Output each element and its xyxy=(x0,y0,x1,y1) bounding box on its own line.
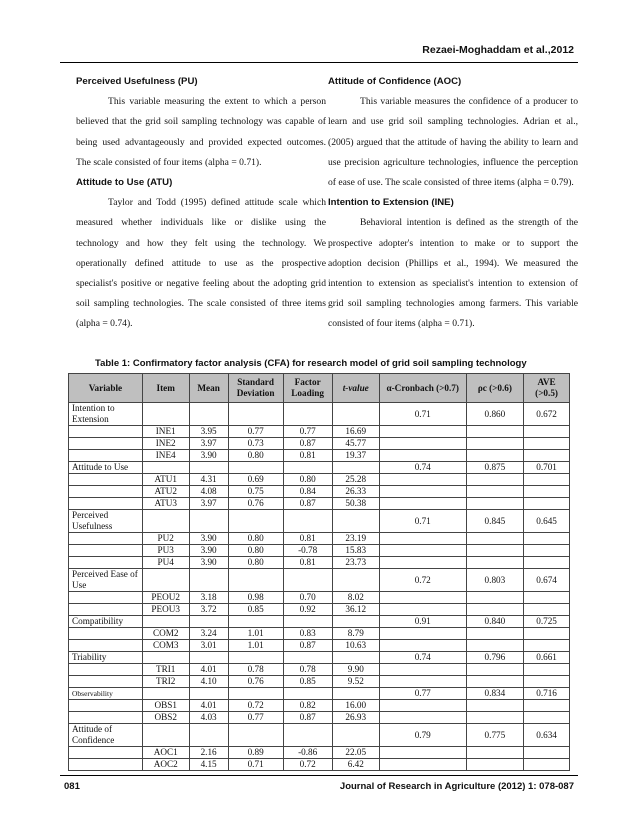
t-value: 19.37 xyxy=(332,450,379,462)
empty-cell xyxy=(379,604,466,616)
rho-value: 0.860 xyxy=(466,403,523,426)
empty-cell xyxy=(379,557,466,569)
empty-cell xyxy=(189,652,228,664)
col-header: Mean xyxy=(189,374,228,403)
item-code: OBS2 xyxy=(142,712,189,724)
sd-value: 0.78 xyxy=(228,664,283,676)
loading-value: 0.81 xyxy=(283,533,332,545)
table-row xyxy=(69,474,570,486)
loading-value: 0.85 xyxy=(283,676,332,688)
empty-cell xyxy=(379,700,466,712)
loading-value: 0.77 xyxy=(283,426,332,438)
variable-name: Intention to Extension xyxy=(69,403,143,426)
empty-cell xyxy=(332,724,379,747)
empty-cell xyxy=(189,510,228,533)
loading-value: -0.78 xyxy=(283,545,332,557)
sd-value: 0.76 xyxy=(228,676,283,688)
cfa-table xyxy=(68,373,570,771)
loading-value: -0.86 xyxy=(283,747,332,759)
loading-value: 0.87 xyxy=(283,640,332,652)
mean-value: 4.10 xyxy=(189,676,228,688)
loading-value: 0.70 xyxy=(283,592,332,604)
empty-cell xyxy=(466,486,523,498)
variable-name: Triability xyxy=(69,652,143,664)
alpha-value: 0.71 xyxy=(379,510,466,533)
empty-cell xyxy=(69,604,143,616)
mean-value: 4.01 xyxy=(189,664,228,676)
sd-value: 0.76 xyxy=(228,498,283,510)
alpha-value: 0.74 xyxy=(379,652,466,664)
empty-cell xyxy=(466,450,523,462)
empty-cell xyxy=(524,628,570,640)
sd-value: 0.89 xyxy=(228,747,283,759)
t-value: 26.33 xyxy=(332,486,379,498)
mean-value: 3.90 xyxy=(189,545,228,557)
loading-value: 0.81 xyxy=(283,557,332,569)
empty-cell xyxy=(524,545,570,557)
table-row xyxy=(69,759,570,771)
mean-value: 3.97 xyxy=(189,438,228,450)
sd-value: 0.80 xyxy=(228,557,283,569)
empty-cell xyxy=(524,676,570,688)
empty-cell xyxy=(332,652,379,664)
empty-cell xyxy=(379,712,466,724)
rho-value: 0.834 xyxy=(466,688,523,700)
empty-cell xyxy=(228,688,283,700)
alpha-value: 0.77 xyxy=(379,688,466,700)
item-code: AOC2 xyxy=(142,759,189,771)
empty-cell xyxy=(283,510,332,533)
empty-cell xyxy=(69,450,143,462)
table-row xyxy=(69,450,570,462)
empty-cell xyxy=(466,640,523,652)
item-code: TRI1 xyxy=(142,664,189,676)
empty-cell xyxy=(69,664,143,676)
table-row xyxy=(69,628,570,640)
sd-value: 0.71 xyxy=(228,759,283,771)
table-row xyxy=(69,592,570,604)
empty-cell xyxy=(228,616,283,628)
loading-value: 0.80 xyxy=(283,474,332,486)
empty-cell xyxy=(189,724,228,747)
empty-cell xyxy=(332,688,379,700)
table-row xyxy=(69,712,570,724)
table-row-variable xyxy=(69,724,570,747)
empty-cell xyxy=(69,747,143,759)
sd-value: 0.98 xyxy=(228,592,283,604)
ave-value: 0.725 xyxy=(524,616,570,628)
empty-cell xyxy=(466,438,523,450)
empty-cell xyxy=(189,616,228,628)
empty-cell xyxy=(332,510,379,533)
table-row-variable xyxy=(69,652,570,664)
empty-cell xyxy=(142,462,189,474)
item-code: OBS1 xyxy=(142,700,189,712)
mean-value: 4.08 xyxy=(189,486,228,498)
empty-cell xyxy=(142,724,189,747)
empty-cell xyxy=(283,724,332,747)
variable-name: Attitude to Use xyxy=(69,462,143,474)
variable-name: Perceived Ease of Use xyxy=(69,569,143,592)
empty-cell xyxy=(379,450,466,462)
table-row xyxy=(69,426,570,438)
section-heading: Attitude to Use (ATU) xyxy=(76,177,173,189)
empty-cell xyxy=(142,403,189,426)
empty-cell xyxy=(466,604,523,616)
t-value: 50.38 xyxy=(332,498,379,510)
empty-cell xyxy=(142,688,189,700)
t-value: 23.19 xyxy=(332,533,379,545)
empty-cell xyxy=(69,628,143,640)
t-value: 23.73 xyxy=(332,557,379,569)
table-row xyxy=(69,640,570,652)
t-value: 25.28 xyxy=(332,474,379,486)
empty-cell xyxy=(228,510,283,533)
empty-cell xyxy=(379,664,466,676)
empty-cell xyxy=(332,616,379,628)
section-heading: Perceived Usefulness (PU) xyxy=(76,76,198,87)
table-row xyxy=(69,498,570,510)
table-row xyxy=(69,747,570,759)
empty-cell xyxy=(524,700,570,712)
ave-value: 0.661 xyxy=(524,652,570,664)
item-code: ATU3 xyxy=(142,498,189,510)
rho-value: 0.875 xyxy=(466,462,523,474)
empty-cell xyxy=(466,747,523,759)
rho-value: 0.803 xyxy=(466,569,523,592)
empty-cell xyxy=(189,569,228,592)
empty-cell xyxy=(379,533,466,545)
ave-value: 0.672 xyxy=(524,403,570,426)
table-row xyxy=(69,664,570,676)
empty-cell xyxy=(524,759,570,771)
rho-value: 0.840 xyxy=(466,616,523,628)
mean-value: 4.31 xyxy=(189,474,228,486)
empty-cell xyxy=(466,676,523,688)
empty-cell xyxy=(69,438,143,450)
item-code: PEOU2 xyxy=(142,592,189,604)
mean-value: 3.90 xyxy=(189,557,228,569)
header-rule xyxy=(60,62,578,63)
empty-cell xyxy=(332,569,379,592)
item-code: ATU2 xyxy=(142,486,189,498)
empty-cell xyxy=(524,450,570,462)
section-paragraph: This variable measures the confidence of a producer to learn and use grid soil sampling technologies. Adrian et al., (2005) argued that the attitude of having the ability to learn and use precision agriculture technologies, influence the perception of ease of use. The scale consisted of three items (alpha = 0.79). xyxy=(328,96,578,189)
alpha-value: 0.74 xyxy=(379,462,466,474)
alpha-value: 0.79 xyxy=(379,724,466,747)
empty-cell xyxy=(379,759,466,771)
empty-cell xyxy=(524,747,570,759)
t-value: 8.79 xyxy=(332,628,379,640)
empty-cell xyxy=(283,403,332,426)
item-code: PU4 xyxy=(142,557,189,569)
empty-cell xyxy=(228,462,283,474)
table-row-variable xyxy=(69,688,570,700)
empty-cell xyxy=(524,592,570,604)
empty-cell xyxy=(69,759,143,771)
col-header: t-value xyxy=(332,374,379,403)
empty-cell xyxy=(379,474,466,486)
item-code: AOC1 xyxy=(142,747,189,759)
col-header: Factor Loading xyxy=(283,374,332,403)
empty-cell xyxy=(142,569,189,592)
journal-citation: Journal of Research in Agriculture (2012) 1: 078-087 xyxy=(339,781,574,792)
empty-cell xyxy=(283,616,332,628)
alpha-value: 0.72 xyxy=(379,569,466,592)
mean-value: 3.97 xyxy=(189,498,228,510)
t-value: 45.77 xyxy=(332,438,379,450)
mean-value: 3.72 xyxy=(189,604,228,616)
t-value: 9.90 xyxy=(332,664,379,676)
empty-cell xyxy=(466,592,523,604)
empty-cell xyxy=(69,712,143,724)
mean-value: 4.01 xyxy=(189,700,228,712)
empty-cell xyxy=(283,462,332,474)
empty-cell xyxy=(524,640,570,652)
rho-value: 0.775 xyxy=(466,724,523,747)
table-row xyxy=(69,604,570,616)
t-value: 26.93 xyxy=(332,712,379,724)
ave-value: 0.645 xyxy=(524,510,570,533)
empty-cell xyxy=(379,545,466,557)
rho-value: 0.796 xyxy=(466,652,523,664)
empty-cell xyxy=(466,664,523,676)
rho-value: 0.845 xyxy=(466,510,523,533)
empty-cell xyxy=(228,569,283,592)
empty-cell xyxy=(466,557,523,569)
left-column xyxy=(76,72,326,335)
ave-value: 0.674 xyxy=(524,569,570,592)
empty-cell xyxy=(379,426,466,438)
empty-cell xyxy=(466,628,523,640)
sd-value: 0.77 xyxy=(228,712,283,724)
table-row xyxy=(69,545,570,557)
empty-cell xyxy=(69,498,143,510)
empty-cell xyxy=(283,652,332,664)
mean-value: 2.16 xyxy=(189,747,228,759)
table-row xyxy=(69,438,570,450)
table-row xyxy=(69,700,570,712)
empty-cell xyxy=(69,474,143,486)
empty-cell xyxy=(283,688,332,700)
empty-cell xyxy=(69,545,143,557)
empty-cell xyxy=(69,676,143,688)
table-header xyxy=(69,374,570,403)
empty-cell xyxy=(466,533,523,545)
sd-value: 0.80 xyxy=(228,450,283,462)
col-header: Item xyxy=(142,374,189,403)
empty-cell xyxy=(142,652,189,664)
empty-cell xyxy=(524,557,570,569)
table-row xyxy=(69,533,570,545)
item-code: ATU1 xyxy=(142,474,189,486)
table-row-variable xyxy=(69,510,570,533)
table-row-variable xyxy=(69,569,570,592)
ave-value: 0.701 xyxy=(524,462,570,474)
t-value: 15.83 xyxy=(332,545,379,557)
loading-value: 0.83 xyxy=(283,628,332,640)
empty-cell xyxy=(332,462,379,474)
empty-cell xyxy=(142,616,189,628)
page-number: 081 xyxy=(64,781,80,792)
col-header: ρc (>0.6) xyxy=(466,374,523,403)
item-code: INE2 xyxy=(142,438,189,450)
t-value: 6.42 xyxy=(332,759,379,771)
loading-value: 0.81 xyxy=(283,450,332,462)
empty-cell xyxy=(466,712,523,724)
item-code: COM3 xyxy=(142,640,189,652)
mean-value: 3.01 xyxy=(189,640,228,652)
empty-cell xyxy=(524,486,570,498)
item-code: INE4 xyxy=(142,450,189,462)
empty-cell xyxy=(524,498,570,510)
mean-value: 4.15 xyxy=(189,759,228,771)
table-row-variable xyxy=(69,462,570,474)
alpha-value: 0.91 xyxy=(379,616,466,628)
loading-value: 0.87 xyxy=(283,712,332,724)
empty-cell xyxy=(524,474,570,486)
empty-cell xyxy=(69,486,143,498)
section-paragraph: Taylor and Todd (1995) defined attitude scale which measured whether individuals like or dislike using the technology and how they felt using the technology. We operationally defined attitude to use as the prospective specialist's positive or negative feeling about the adopting grid soil sampling technologies. The scale consisted of three items (alpha = 0.74). xyxy=(76,197,326,330)
empty-cell xyxy=(379,438,466,450)
t-value: 22.05 xyxy=(332,747,379,759)
loading-value: 0.78 xyxy=(283,664,332,676)
item-code: PU2 xyxy=(142,533,189,545)
t-value: 16.00 xyxy=(332,700,379,712)
table-row-variable xyxy=(69,616,570,628)
variable-name: Perceived Usefulness xyxy=(69,510,143,533)
variable-name: Attitude of Confidence xyxy=(69,724,143,747)
empty-cell xyxy=(524,533,570,545)
loading-value: 0.92 xyxy=(283,604,332,616)
loading-value: 0.72 xyxy=(283,759,332,771)
item-code: COM2 xyxy=(142,628,189,640)
empty-cell xyxy=(228,403,283,426)
empty-cell xyxy=(142,510,189,533)
sd-value: 0.69 xyxy=(228,474,283,486)
col-header: α-Cronbach (>0.7) xyxy=(379,374,466,403)
t-value: 8.02 xyxy=(332,592,379,604)
empty-cell xyxy=(379,486,466,498)
empty-cell xyxy=(466,498,523,510)
empty-cell xyxy=(466,474,523,486)
empty-cell xyxy=(189,688,228,700)
mean-value: 4.03 xyxy=(189,712,228,724)
empty-cell xyxy=(524,604,570,616)
mean-value: 3.18 xyxy=(189,592,228,604)
footer-rule xyxy=(60,775,578,776)
t-value: 36.12 xyxy=(332,604,379,616)
section-heading: Attitude of Confidence (AOC) xyxy=(328,76,462,87)
section-paragraph: Behavioral intention is defined as the strength of the prospective adopter's intention to make or to support the adoption decision (Phillips et al., 1994). We measured the intention to extension as specialist's intention to extension of grid soil sampling technologies among farmers. This variable consisted of four items (alpha = 0.71). xyxy=(328,217,578,330)
variable-name: Observability xyxy=(69,688,143,700)
sd-value: 0.73 xyxy=(228,438,283,450)
empty-cell xyxy=(69,592,143,604)
loading-value: 0.82 xyxy=(283,700,332,712)
empty-cell xyxy=(379,747,466,759)
empty-cell xyxy=(379,498,466,510)
table-row-variable xyxy=(69,403,570,426)
sd-value: 0.85 xyxy=(228,604,283,616)
empty-cell xyxy=(228,652,283,664)
empty-cell xyxy=(228,724,283,747)
table-row xyxy=(69,557,570,569)
empty-cell xyxy=(466,700,523,712)
section-heading: Intention to Extension (INE) xyxy=(328,197,454,209)
empty-cell xyxy=(69,557,143,569)
mean-value: 3.24 xyxy=(189,628,228,640)
ave-value: 0.716 xyxy=(524,688,570,700)
table-body xyxy=(69,403,570,771)
sd-value: 1.01 xyxy=(228,640,283,652)
empty-cell xyxy=(466,426,523,438)
sd-value: 1.01 xyxy=(228,628,283,640)
loading-value: 0.87 xyxy=(283,438,332,450)
ave-value: 0.634 xyxy=(524,724,570,747)
section-paragraph: This variable measuring the extent to which a person believed that the grid soil sampling technology was capable of being used advantageously and provided expected outcomes. The scale consisted of four items (alpha = 0.71). xyxy=(76,96,326,168)
t-value: 10.63 xyxy=(332,640,379,652)
empty-cell xyxy=(69,426,143,438)
item-code: PEOU3 xyxy=(142,604,189,616)
alpha-value: 0.71 xyxy=(379,403,466,426)
empty-cell xyxy=(283,569,332,592)
empty-cell xyxy=(189,403,228,426)
empty-cell xyxy=(379,628,466,640)
empty-cell xyxy=(379,592,466,604)
item-code: PU3 xyxy=(142,545,189,557)
empty-cell xyxy=(189,462,228,474)
item-code: INE1 xyxy=(142,426,189,438)
empty-cell xyxy=(69,640,143,652)
mean-value: 3.95 xyxy=(189,426,228,438)
sd-value: 0.80 xyxy=(228,533,283,545)
empty-cell xyxy=(69,533,143,545)
mean-value: 3.90 xyxy=(189,450,228,462)
table-row xyxy=(69,676,570,688)
empty-cell xyxy=(332,403,379,426)
item-code: TRI2 xyxy=(142,676,189,688)
loading-value: 0.84 xyxy=(283,486,332,498)
right-column xyxy=(328,72,578,335)
table-caption: Table 1: Confirmatory factor analysis (CFA) for research model of grid soil sampling technology xyxy=(95,358,527,369)
empty-cell xyxy=(466,759,523,771)
col-header: Variable xyxy=(69,374,143,403)
sd-value: 0.72 xyxy=(228,700,283,712)
sd-value: 0.75 xyxy=(228,486,283,498)
col-header: Standard Deviation xyxy=(228,374,283,403)
t-value: 9.52 xyxy=(332,676,379,688)
empty-cell xyxy=(524,664,570,676)
empty-cell xyxy=(69,700,143,712)
empty-cell xyxy=(524,438,570,450)
empty-cell xyxy=(379,640,466,652)
running-head: Rezaei-Moghaddam et al.,2012 xyxy=(422,44,574,56)
sd-value: 0.77 xyxy=(228,426,283,438)
table-row xyxy=(69,486,570,498)
mean-value: 3.90 xyxy=(189,533,228,545)
sd-value: 0.80 xyxy=(228,545,283,557)
t-value: 16.69 xyxy=(332,426,379,438)
empty-cell xyxy=(466,545,523,557)
empty-cell xyxy=(524,712,570,724)
variable-name: Compatibility xyxy=(69,616,143,628)
empty-cell xyxy=(524,426,570,438)
col-header: AVE (>0.5) xyxy=(524,374,570,403)
empty-cell xyxy=(379,676,466,688)
loading-value: 0.87 xyxy=(283,498,332,510)
